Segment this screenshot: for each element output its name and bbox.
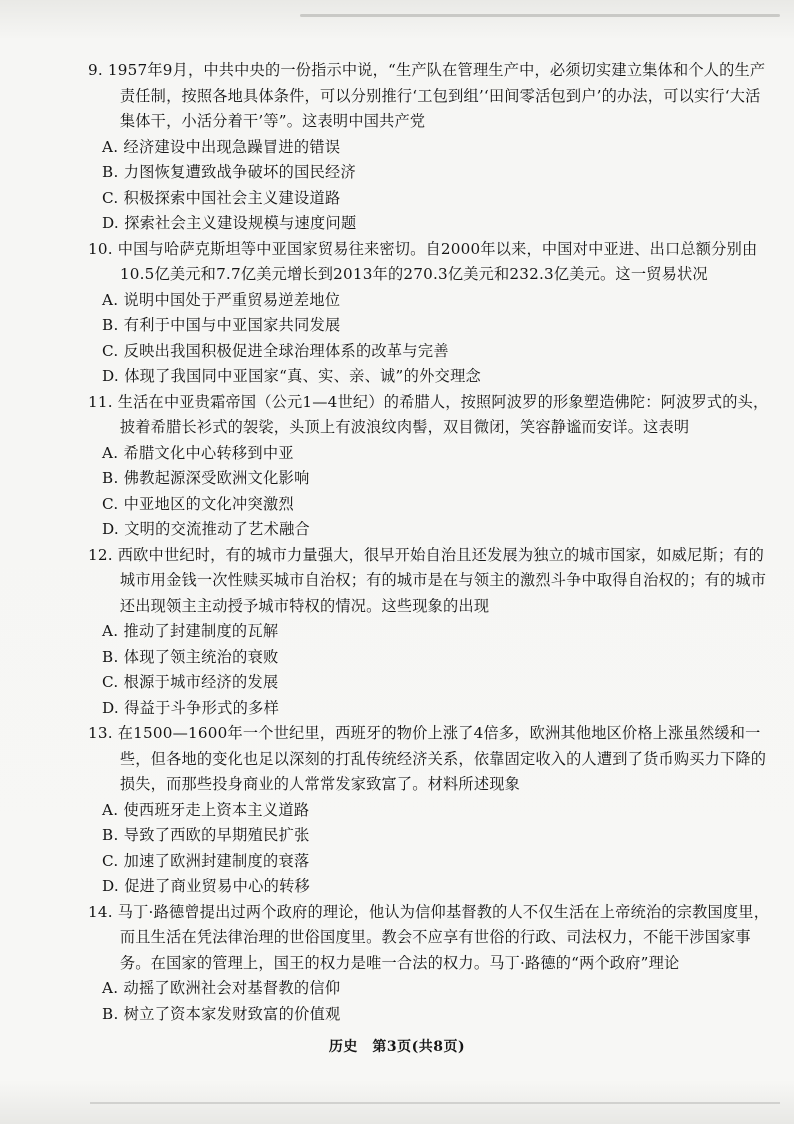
- question-stem: 11. 生活在中亚贵霜帝国（公元1—4世纪）的希腊人，按照阿波罗的形象塑造佛陀：阿波罗式的头，披着希腊长衫式的袈裟，头顶上有波浪纹肉髻，双目微闭，笑容静谧而安详。这表明: [88, 392, 769, 436]
- page-bottom-edge: [90, 1102, 780, 1104]
- question-10: [88, 237, 770, 390]
- question-stem: 10. 中国与哈萨克斯坦等中亚国家贸易往来密切。自2000年以来，中国对中亚进、出口总额分别由10.5亿美元和7.7亿美元增长到2013年的270.3亿美元和232.3亿美元。这一贸易状况: [88, 239, 758, 283]
- option-d: D. 探索社会主义建设规模与速度问题: [102, 214, 357, 232]
- option-a: A. 推动了封建制度的瓦解: [102, 622, 279, 640]
- question-stem: 14. 马丁·路德曾提出过两个政府的理论，他认为信仰基督教的人不仅生活在上帝统治的宗教国度里，而且生活在凭法律治理的世俗国度里。教会不应享有世俗的行政、司法权力，不能干涉国家事务。在国家的管理上，国王的权力是唯一合法的权力。马丁·路德的“两个政府”理论: [88, 902, 770, 972]
- option-b: B. 佛教起源深受欧洲文化影响: [102, 469, 310, 487]
- option-a: A. 希腊文化中心转移到中亚: [102, 443, 294, 462]
- option-c: C. 根源于城市经济的发展: [102, 673, 279, 691]
- option-b: B. 树立了资本家发财致富的价值观: [102, 1004, 341, 1023]
- option-b: B. 体现了领主统治的衰败: [102, 647, 279, 666]
- question-list: [88, 58, 770, 1027]
- question-11: [88, 390, 770, 543]
- option-d: D. 文明的交流推动了艺术融合: [102, 520, 311, 538]
- option-b: B. 导致了西欧的早期殖民扩张: [102, 826, 310, 844]
- question-14: [88, 900, 770, 1028]
- option-c: C. 加速了欧洲封建制度的衰落: [102, 851, 310, 870]
- option-a: A. 说明中国处于严重贸易逆差地位: [102, 290, 341, 309]
- option-d: D. 得益于斗争形式的多样: [102, 698, 280, 717]
- option-a: A. 动摇了欧洲社会对基督教的信仰: [102, 979, 341, 997]
- question-stem: 12. 西欧中世纪时，有的城市力量强大，很早开始自治且还发展为独立的城市国家，如威尼斯；有的城市用金钱一次性赎买城市自治权；有的城市是在与领主的激烈斗争中取得自治权的；有的城市还出现领主主动授予城市特权的情况。这些现象的出现: [88, 545, 767, 615]
- question-stem: 9. 1957年9月，中共中央的一份指示中说，“生产队在管理生产中，必须切实建立集体和个人的生产责任制，按照各地具体条件，可以分别推行‘工包到组’‘田间零活包到户’的办法，可以实行‘大活集体干，小活分着干’等”。这表明中国共产党: [88, 61, 766, 130]
- option-b: B. 力图恢复遭致战争破坏的国民经济: [102, 163, 357, 181]
- page-top-edge: [300, 14, 780, 17]
- option-a: A. 经济建设中出现急躁冒进的错误: [102, 137, 341, 156]
- option-b: B. 有利于中国与中亚国家共同发展: [102, 316, 341, 334]
- question-9: [88, 58, 770, 237]
- option-c: C. 积极探索中国社会主义建设道路: [102, 188, 341, 207]
- option-c: C. 反映出我国积极促进全球治理体系的改革与完善: [102, 341, 449, 360]
- option-d: D. 体现了我国同中亚国家“真、实、亲、诚”的外交理念: [102, 367, 482, 385]
- question-12: [88, 543, 770, 722]
- option-d: D. 促进了商业贸易中心的转移: [102, 877, 311, 895]
- question-stem: 13. 在1500—1600年一个世纪里，西班牙的物价上涨了4倍多，欧洲其他地区价格上涨虽然缓和一些，但各地的变化也足以深刻的打乱传统经济关系，依靠固定收入的人遭到了货币购买力下降的损失，而那些投身商业的人常常发家致富了。材料所述现象: [88, 724, 767, 793]
- option-a: A. 使西班牙走上资本主义道路: [102, 800, 310, 819]
- page-footer: 历史 第3页(共8页): [328, 1039, 466, 1055]
- option-c: C. 中亚地区的文化冲突激烈: [102, 494, 294, 513]
- question-13: [88, 721, 770, 900]
